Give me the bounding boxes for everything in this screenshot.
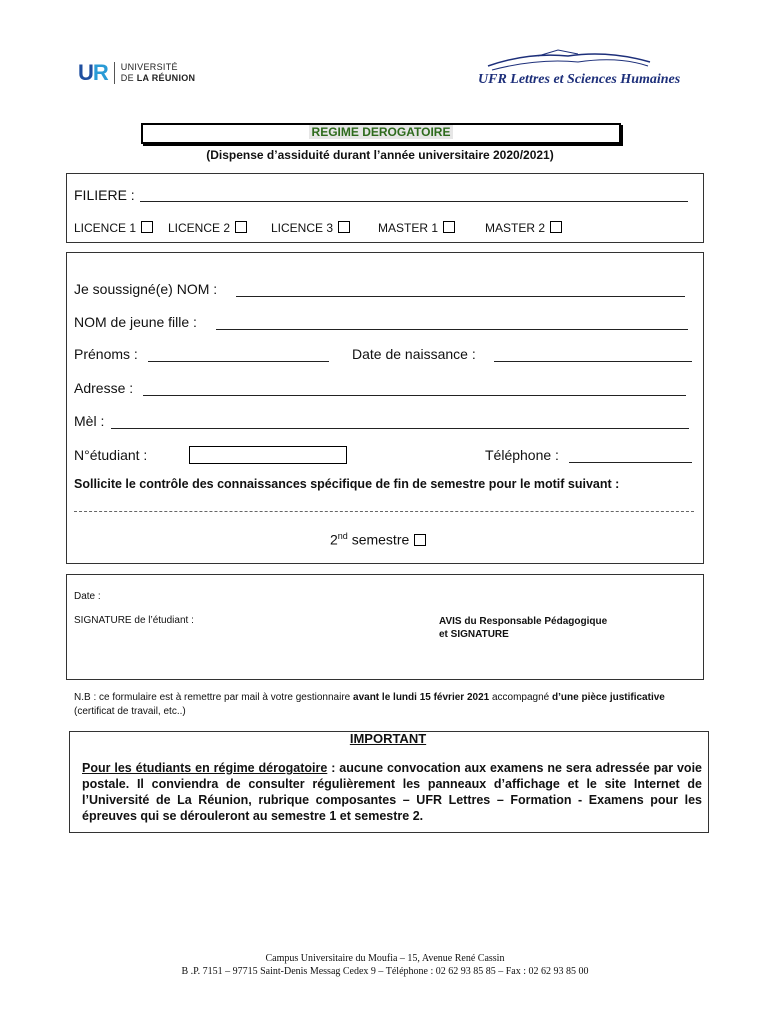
university-logo — [78, 60, 195, 86]
option-licence-2[interactable]: LICENCE 2 — [168, 221, 247, 235]
nom-field[interactable] — [236, 296, 685, 297]
university-line2-prefix: DE — [120, 73, 137, 83]
checkbox-semestre-2[interactable] — [414, 534, 426, 546]
semestre-option[interactable]: 2nd semestre — [330, 531, 426, 548]
important-body: Pour les étudiants en régime dérogatoire : aucune convocation aux examens ne sera adressée par voie postale. Il conviendra de consulter régulièrement les panneaux d’affichage et le site Internet de l’Université de La Réunion, rubrique composantes – UFR Lettres – Formation - Examens pour les épreuves qui se dérouleront au semestre 1 et semestre 2. — [82, 761, 702, 823]
adresse-label: Adresse : — [74, 380, 134, 396]
mel-field[interactable] — [111, 428, 689, 429]
adresse-field[interactable] — [143, 395, 686, 396]
page-subtitle: (Dispense d’assiduité durant l’année universitaire 2020/2021) — [206, 148, 554, 162]
sollicite-text: Sollicite le contrôle des connaissances spécifique de fin de semestre pour le motif suivant : — [74, 477, 620, 491]
jeune-fille-label: NOM de jeune fille : — [74, 314, 197, 330]
naissance-label: Date de naissance : — [352, 346, 476, 362]
filiere-field[interactable] — [140, 201, 688, 202]
option-licence-3[interactable]: LICENCE 3 — [271, 221, 350, 235]
footer — [90, 952, 680, 978]
filiere-label: FILIERE : — [74, 187, 135, 203]
prenoms-field[interactable] — [148, 361, 329, 362]
mel-label: Mèl : — [74, 413, 105, 429]
checkbox-master-2[interactable] — [550, 221, 562, 233]
ufr-name: UFR Lettres et Sciences Humaines — [478, 72, 681, 87]
option-master-2[interactable]: MASTER 2 — [485, 221, 562, 235]
telephone-label: Téléphone : — [485, 447, 559, 463]
jeune-fille-field[interactable] — [216, 329, 688, 330]
nom-label: Je soussigné(e) NOM : — [74, 281, 218, 297]
etudiant-label: N°étudiant : — [74, 447, 148, 463]
prenoms-label: Prénoms : — [74, 346, 138, 362]
ur-mark-icon: U R — [78, 60, 108, 85]
checkbox-licence-1[interactable] — [141, 221, 153, 233]
etudiant-field[interactable] — [189, 446, 347, 464]
option-master-1[interactable]: MASTER 1 — [378, 221, 455, 235]
university-line2-bold: LA RÉUNION — [136, 73, 196, 83]
checkbox-master-1[interactable] — [443, 221, 455, 233]
date-label: Date : — [74, 591, 101, 602]
student-signature-label: SIGNATURE de l’étudiant : — [74, 615, 194, 626]
option-licence-1[interactable]: LICENCE 1 — [74, 221, 153, 235]
telephone-field[interactable] — [569, 462, 692, 463]
footer-line1: Campus Universitaire du Moufia – 15, Avenue René Cassin — [265, 953, 505, 964]
checkbox-licence-2[interactable] — [235, 221, 247, 233]
signature-section — [66, 574, 704, 680]
avis-label: AVIS du Responsable Pédagogique et SIGNATURE — [439, 616, 608, 640]
identity-section — [66, 252, 704, 564]
page-title: REGIME DEROGATOIRE — [309, 125, 454, 139]
logo-separator — [114, 62, 115, 84]
footer-line2: B .P. 7151 – 97715 Saint-Denis Messag Cedex 9 – Téléphone : 02 62 93 85 85 – Fax : 02 62 93 85 00 — [181, 966, 589, 977]
checkbox-licence-3[interactable] — [338, 221, 350, 233]
university-line1: UNIVERSITÉ — [120, 62, 178, 72]
nb-note: N.B : ce formulaire est à remettre par mail à votre gestionnaire avant le lundi 15 février 2021 accompagné d’une pièce justificative (certificat de travail, etc..) — [74, 692, 665, 717]
naissance-field[interactable] — [494, 361, 692, 362]
important-title: IMPORTANT — [349, 731, 427, 746]
motif-field[interactable] — [74, 511, 694, 512]
